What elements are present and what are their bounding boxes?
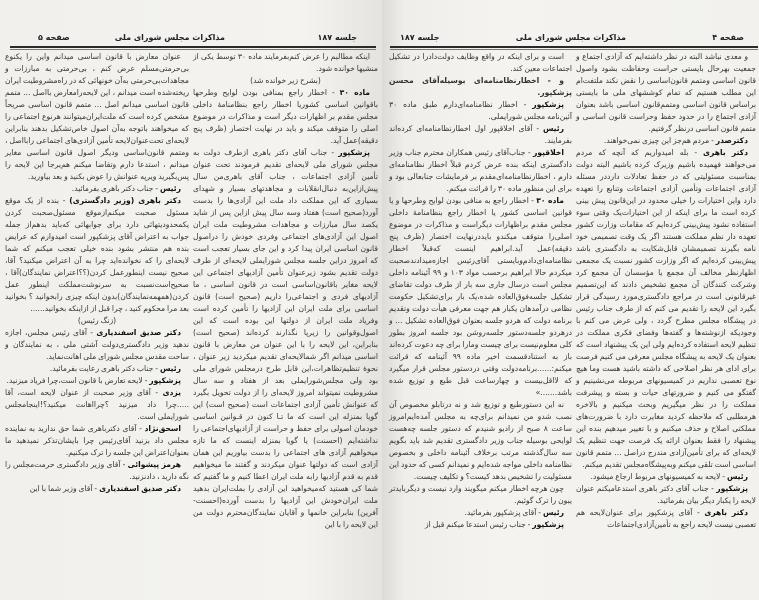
speech-text: و معدی نباشد البته در نظر داشته‌ایم که آزادی اجتماع و جمعیت بهرحال بایستی حراست وحفاظت بشود واصول قانون اساسی ومتمم قانون‌اساسی را نقض نکند ملتفت‌ام این مطلب هستیم که تمام کوششهای ملی ما بایستی براساس قانون اساسی ومتمم‌قانون اساسی باشد بعنوان آزادی اجتماع را در حدود حفظ وحراست قانون اساسی و متمم قانون اساسی درنظر گرفتیم. <box>576 52 756 133</box>
paragraph <box>389 483 572 507</box>
speech-text: چون هرچه اخطار میکنم میگویند وارد نیست و دیگربایدتر یبون را ترک گوئیم. <box>389 484 572 505</box>
speech-text: - اخطار نظامنامه‌ای‌دارم طبق ماده ۳۰ آئین‌نامه مجلس شورایملی. <box>389 100 572 121</box>
speech-text: - آقای وزیر دادگستری حرمت‌مجلس را نگه دارید ، دادنزنید. <box>5 460 189 481</box>
paragraph <box>389 51 572 75</box>
header-rule <box>10 46 376 48</box>
speaker-name: پزشکپور <box>532 520 564 529</box>
speech-text: - بنده از یک موقع مسئول صحبت میکنم‌ازموقع مسئول‌صحبت کردن یکمحدودیتهائی دارد برای جوابهائی که‌باید بدهم‌از جمله جواب به اعتراض آقای پزشکپور است امیدوارم که عرایض بنده هم منتشر بشود بنده خیلی تعجب میکنم که شما لایحه‌ای را که نخوانده‌اید چرا به آن اعتراض میکنید؟ آقا، صحیح نیست اینطورعمل کردن(؟؟اعتراض نمایندگان)آقا ، صحیح‌است‌نسبت به سرنوشت‌مملکت اینطور عمل کردن(همهمه‌نمایندگان)بدون اینکه چیزی رابخوانید ؟ بخوانید بعد مرا محکوم کنید ، چرا قبل از ازاینکه بخوانید...... <box>5 196 189 313</box>
speech-text: نه این دستورطبع و توزیع شد و نه درتابلو مخصوص آن نصب شدو من نمیدانم برای‌چه به مجلس آمده‌ایم‌امروز ساعت ۸ صبح از رادیو شنیدم که دستور جلسه چه‌هست لوایحی بوسیله جناب وزیر دادگستری تقدیم شد باید بگویم سه سال‌گذشته مرتب برخلاف آئینامه داخلی و بخصوص نظامنامه داخلی مواجه شده‌ایم و نمیدانم کسی که حدود این مسئولیت را تشخیص بدهد کیست؟ و تکلیف چیست. <box>389 400 572 481</box>
speaker-name: پزشکپور <box>149 376 181 385</box>
text-column-left <box>5 51 189 495</box>
paragraph <box>389 147 572 195</box>
header-title: مذاکرات مجلس شورای ملی <box>114 33 225 42</box>
speaker-name: پزشکپور <box>532 100 564 109</box>
speech-text: - جناب‌آقای رئیس همکاران محترم جناب وزیر دادگستری اینکه بنده عرض کردم قبلاً اخطار نظامنامه‌ای دارم ، اخطارنظامنامه‌ای‌مقدم بر فرمایشات جنابعالی بود و برای این منظور ماده ۳۰ را قرائت میکنم. <box>389 148 572 193</box>
session-number: جلسه ۱۸۷ <box>317 33 357 42</box>
paragraph <box>193 147 378 531</box>
speaker-name: ماده ۳۰ <box>536 196 564 205</box>
paragraph <box>576 147 756 471</box>
header-rule <box>390 46 758 48</box>
speaker-name: پزشکپور <box>338 148 370 157</box>
paragraph <box>576 51 756 135</box>
paragraph <box>5 423 189 459</box>
text-column-right <box>193 51 378 531</box>
header-title: مذاکرات مجلس شورای ملی <box>515 33 626 42</box>
paragraph <box>5 459 189 483</box>
paragraph <box>576 507 756 531</box>
speech-text: عنوان معارض با قانون اساسی میدانم واین را یکنوع بی‌حرمتی‌مسلم عرض کنم ، بی‌حرمتی به مبارزات و مجاهدات‌بی‌حرمتی به‌آن خونهائی که در راه‌مشروطیت ایران ریخته‌شده است میدانم ، این لایحه‌رامعارض بااصل ... متمم قانون اساسی میدانم اصل ... متمم قانون اساسی صریحاً مشخص کرده است که ملت‌ایران‌میتوانند هرنوع اجتماعی را که میخواهند باتوجه به‌آن اصول خاص‌تشکیل بدهند بنابراین لایحه‌ای تحت‌عنوان‌لایحه تأمین آزادی‌های اجتماعی رابااصل ، ومتمم قانون‌اساسی ودیگر اصول قانون اساسی مغایر میدانم ، استدعا دارم وتقاضا میکنم هم‌یرجا این لایحه را پس‌بگیرید ویرپه عنوانش را عوض بکنید و بعد بیاورید. <box>5 52 189 181</box>
speaker-name: یزدی <box>162 388 181 397</box>
speech-text: - اخطار راجع بمنافی بودن لوایح وطرحها باقوانین اساسی کشوریا اخطار راجع بنظامنامهٔ داخلی مجلس مقدم بر اظهارات دیگر است و مذاکرات در موضوع اصلی را متوقف میکند و باید در نهایت اختصار (ظرف پنج دقیقه)عمل آید. <box>193 88 378 145</box>
speech-text: - مردم هم‌جز این چیزی نمی‌خواهند. <box>603 136 716 145</box>
page-header <box>390 33 756 45</box>
speech-text: - آقای وزیر شما با این <box>29 484 100 493</box>
paragraph <box>193 87 378 147</box>
paragraph <box>576 135 756 147</box>
text-column-left <box>389 51 572 531</box>
speaker-name: رئیس <box>159 364 181 373</box>
page-number: صفحه ۴ <box>712 33 744 42</box>
speech-text: - لایحه به کمیسیونهای مربوط ارجاع میشود. <box>590 472 727 481</box>
header-rule-thin <box>390 49 758 50</box>
speech-text: - اخطار راجع به منافی بودن لوایح وطرحها و یا قوانین اساسی کشور یا اخطار راجع بنظامنامهٔ داخلی مجلس مقدم براظهارات دیگراست و مذاکرات در موضوع اصلی‌را متوقف میکندو بایددرنهایت اختصار (ظرف پنج دقیقه)عمل آید.ابراهیم اینست که‌قبلاً اخطار نظامنامه‌ای‌دادم‌وبایستی آقای‌رئیس اجازه‌میدادند‌صحبت میکردم حالا ابراهیم برحسب مواد ۱۰۳ و ۹۹ آئینامه داخلی مجلس است درسال جاری سه بار از طرف دولت تقاضای تشکیل جلسه‌فوق‌العاده شده‌،یک بار برای‌تشکیل حکومت نظامی درآمدهان یکبار هم جهت معرفی هیأت دولت وتقدیم برنامه دولت که هردو جلسه بعنوان فوق‌العاده تشکیل ... و درهردو جلسه‌دستور جلسه‌روشن بود جلسه امروز بطور کلی معلوم‌نیست برای چیست ومارا برای چه دعوت کرده‌اند باز به استنادقسمت اخیر ماده ۹۹ آئینامه که قرائت میکنم:......برنامه‌دولت وقتی دردستور مجلس قرار میگیرد که لااقل‌بیست و چهارساعت قبل طبع و توزیع شده باشد.......» <box>389 196 572 397</box>
speaker-name: رئیس <box>542 124 564 133</box>
paragraph <box>5 387 189 423</box>
speech-text: - جناب دکتر باهری رعایت بفرمائید. <box>49 364 160 373</box>
speech-text: - آقای رئیس مجلس، اجازه ندهید وزیر دادگستری‌دولت آشتی ملی ، به نمایندگان و ساحت مقدس مجلس شورای ملی اهانت‌نماید. <box>5 328 189 361</box>
session-number: جلسه ۱۸۷ <box>400 33 440 42</box>
speaker-name: دکترصدر <box>715 136 748 145</box>
paragraph <box>576 483 756 507</box>
speech-text: - جناب رئیس استدعا میکنم قبل از <box>425 520 533 529</box>
speaker-name: دکتر باهری <box>703 148 748 157</box>
paragraph <box>389 99 572 123</box>
paragraph <box>5 363 189 375</box>
speech-text: - جناب دکتر باهری بفرمائید. <box>71 184 160 193</box>
paragraph <box>576 471 756 483</box>
page-header <box>10 33 375 45</box>
speech-text: - جناب آقای دکتر باهری ازطرف دولت به مجلس شورای ملی لایحه‌ای تقدیم فرمودند تحت عنوان تأمین آزادی اجتماعات ، جناب آقای باهری‌من سال پیش‌ازاین‌به دنبال‌انقلابات و مجاهدتهای بسیار و شهدای بسیاری که این مملکت داد ملت این آزادی‌ها را بدست آورد(صحیح است) هفتاد وسه سال پیش ازاین پس از شاید یکصد سال مبارزات و مجاهدات مشروطیت ملت ایران اصول این آزادی‌های اجتماعی وفردی خودش را دراصول قانون اساسی ایران پیدا کرد و این جای بسیار تعجب است که امروز دراین جلسه مجلس شورایملی لایحه‌ای از طرف دولت تقدیم بشود زیرعنوان تأمین آزادیهای اجتماعی این لایحه مغایر باقانون‌اساسی است در قانون اساسی ، ما آزادیهای فردی و اجتماعی‌را داریم (صحیح است) قانون اساسی برای ملت ایران این آزادیها را تأمین کرده است وفریاد ملت ایران از دولتها این بوده است که این اصول‌وقوانین را زیرپا نگذارند کرده‌اند (صحیح است) بنابراین، این لایحه را با این عنوان من معارض با قانون اساسی میدانم اگر شمالایحه‌ای تقدیم میکردید زیر عنوان ، نحوهٔ تنظیم‌تظاهرات‌،این قابل طرح درمجلس شورای ملی بود ولی مجلس‌شورایملی بعد از هفتاد و سه سال مشروطیت نمیتواند امروز لایحه‌ای را از دولت تحویل بگیرد که عنوانش تأمین آزادی اجتماعات است (صحیح است) این گویا بمنزله این است که ما تـا کنون در قـوانین اساسی خودمان اصولی برای حفظ و حراست از آزادیهای‌اجتماعی را نداشته‌ایم (احسنت) یا گویا بمنزله اینست که ما تازه میخواهیم آزادی های اجتماعی را بدست بیاوریم این همان آزادی است که دولتها عنوان میکردند و گفتند ما میخواهیم قدم به قدم آزادیها رابه ملت ایران اعطا کنیم و ما گفتیم که شما کی هستید که‌میخواهید این آزادی را بملت‌ایران بدهید ملت ایران‌خودش این آزادیها را بدست آورده(احسنت- آفرین) بنابراین خانمها و آقایان نمایندگان‌محترم دولت من این لایحه را با این <box>193 148 378 529</box>
speech-text: - آقای پزشکپور برای عنوان‌لایحه هم تعصبی نیست لایحه راجع به تأمین‌آزادی‌اجتماعات <box>576 508 756 529</box>
section-heading: و - اخطارنظامنامه‌ای بوسیله‌آقای محسن پزشکپور. <box>389 76 572 97</box>
speaker-name: دکتر باهری <box>704 508 748 517</box>
speech-text: - آقای اخلاقپور اول اخطارنظامنامه‌ای کرده‌اند بفرمایند. <box>389 124 572 145</box>
stage-note: (بشرح زیر خوانده شد) <box>250 76 321 85</box>
speech-text: است و برای اینکه در واقع وظایف دولت‌دادرا در تشکیل اجتماعات معین کند. <box>389 52 572 73</box>
paragraph <box>5 51 189 183</box>
speaker-name: پزشکپور <box>716 484 748 493</box>
paragraph <box>5 327 189 363</box>
speaker-name: اسحق‌نژاد <box>144 424 181 433</box>
paragraph <box>389 507 572 519</box>
speech-text: - لایحه تعارض با قانون است،چرا فریاد میزنید. <box>6 376 150 385</box>
paragraph <box>193 51 378 75</box>
text-column-right <box>576 51 756 531</box>
speech-text: - بله امیدواریم که آنچه که مردم می‌خواهند فهمیده باشیم وزیرک کرده باشیم البته دولت بمناسبت مسئولیتی که در حفظ تعادلات دارددر مسئله آزادی اجتماعات وتأمین آزادی اجتماعات وتنابع را تعهده دارد واین اختیارات را خیلی محدود در این‌قانون پیش بینی کرده است ما برای اینکه از این اختیارات‌یک وقتی سوء استفاده نشود پیش‌بینی کرده‌ایم که مقامات وزارت کشور تعهده دار نظم مملکت هستند اگر یک وقت تصمیمی خود نامه بگیرند تصمیمشان قابل‌شکایت به دادگستری باشد پیش‌بینی کرده‌ایم که اگر وزارت کشور نسبت یک مجمعی اظهارنظر مخالف آن مجمع یا مؤسسان آن مجمع کرد وشرکت کنندگان آن مجمع تشخیص دادند که این‌تصمیم غیرقانونی است در مراجع دادگستری‌مورد رسیدگی قرار بگیرد این لایحه را تقدیم می کنم که از طرف جناب رئیس در پیشگاه مجلس مطرح گردد ، ولی عرض می کنم با وجودیکه ازنوشته‌ها و گفته‌ها وفضای فکری مملکت در تنظیم لایحه استفاده کرده‌ایم ولی این یک پیشنهاد است که بعنوان یک لایحه به پیشگاه مجلس معرفی می کنیم فرصت برای ادای هر نظر اصلاحی که داشته باشید هست وما هیچ نوع تعصبی نداریم در کمیسیونهای مربوطه می‌نشینیم و گفتگو می کنیم و ضرورتهای حیات و بسته و پیشرفت مملکت را در نظر میگیریم وبحث میکنیم و بالاخره هرمطلبی که ملاحظه کردید مغایرت دارد با ضرورت‌های مملکتی اصلاح و حذف میکنیم و با تغییر میدهیم بنده این پیشنهاد را فقط بعنوان ارائه یک فرصت جهت تنظیم یک لایحه‌ای که برای تأمین‌آزادی مندرج دراصل ... متمم قانون اساسی است تلقی میکنم وبه‌پیشگاه‌مجلس تقدیم میکنم. <box>576 148 756 469</box>
page-number: صفحه ۵ <box>38 33 70 42</box>
speaker-name: رئیس <box>542 508 564 517</box>
paragraph <box>389 123 572 147</box>
speaker-name: اخلاقپور <box>532 148 564 157</box>
paragraph <box>389 519 572 531</box>
speaker-name: دکتر صدیق اسفندیاری <box>96 328 181 337</box>
paragraph <box>389 399 572 483</box>
paragraph <box>5 483 189 495</box>
right-page <box>382 0 759 600</box>
speaker-name: ماده ۳۰ <box>339 88 371 97</box>
speaker-name: رئیس <box>726 472 748 481</box>
speech-text: - آقای دکترباهری شما حق ندارید به نماینده مجلس داد بزنید آقای‌رئیس چرا بایشان‌تذکر نمیدهید ما بعنوان‌اعتراض این جلسه را ترک میکنیم. <box>5 424 189 457</box>
paragraph <box>5 375 189 387</box>
paragraph <box>389 195 572 399</box>
speech-text: - آقای وزیر صحبت از عنوان لایحه است، آقا .....چرا داد میزنید ؟چرااهانت میکنید؟!اینجامجلس شورایملی است. <box>5 388 189 421</box>
speaker-name: رئیس <box>159 184 181 193</box>
speaker-name: دکتر صدیق اسفندیاری <box>99 484 181 493</box>
paragraph <box>5 195 189 315</box>
paragraph <box>5 183 189 195</box>
speech-text: - جناب آقای دکتر باهری استدعامیکنم عنوان لایحه را یکبار دیگر بیان بفرمائید. <box>576 484 756 505</box>
header-rule-thin <box>10 49 376 50</box>
stage-note: (زنگ رئیس) <box>77 316 117 325</box>
speech-text: - آقای پزشکپور بفرمائید. <box>464 508 543 517</box>
speech-text: اینکه مطالبم را عرض کنم‌بفرمایند ماده ۳۰ توسط یکی از منشیها خوانده شود. <box>193 52 378 73</box>
speaker-name: دکتر باهری (وزیر دادگستری) <box>69 196 182 205</box>
speaker-name: هرمز پیشوائی <box>127 460 181 469</box>
